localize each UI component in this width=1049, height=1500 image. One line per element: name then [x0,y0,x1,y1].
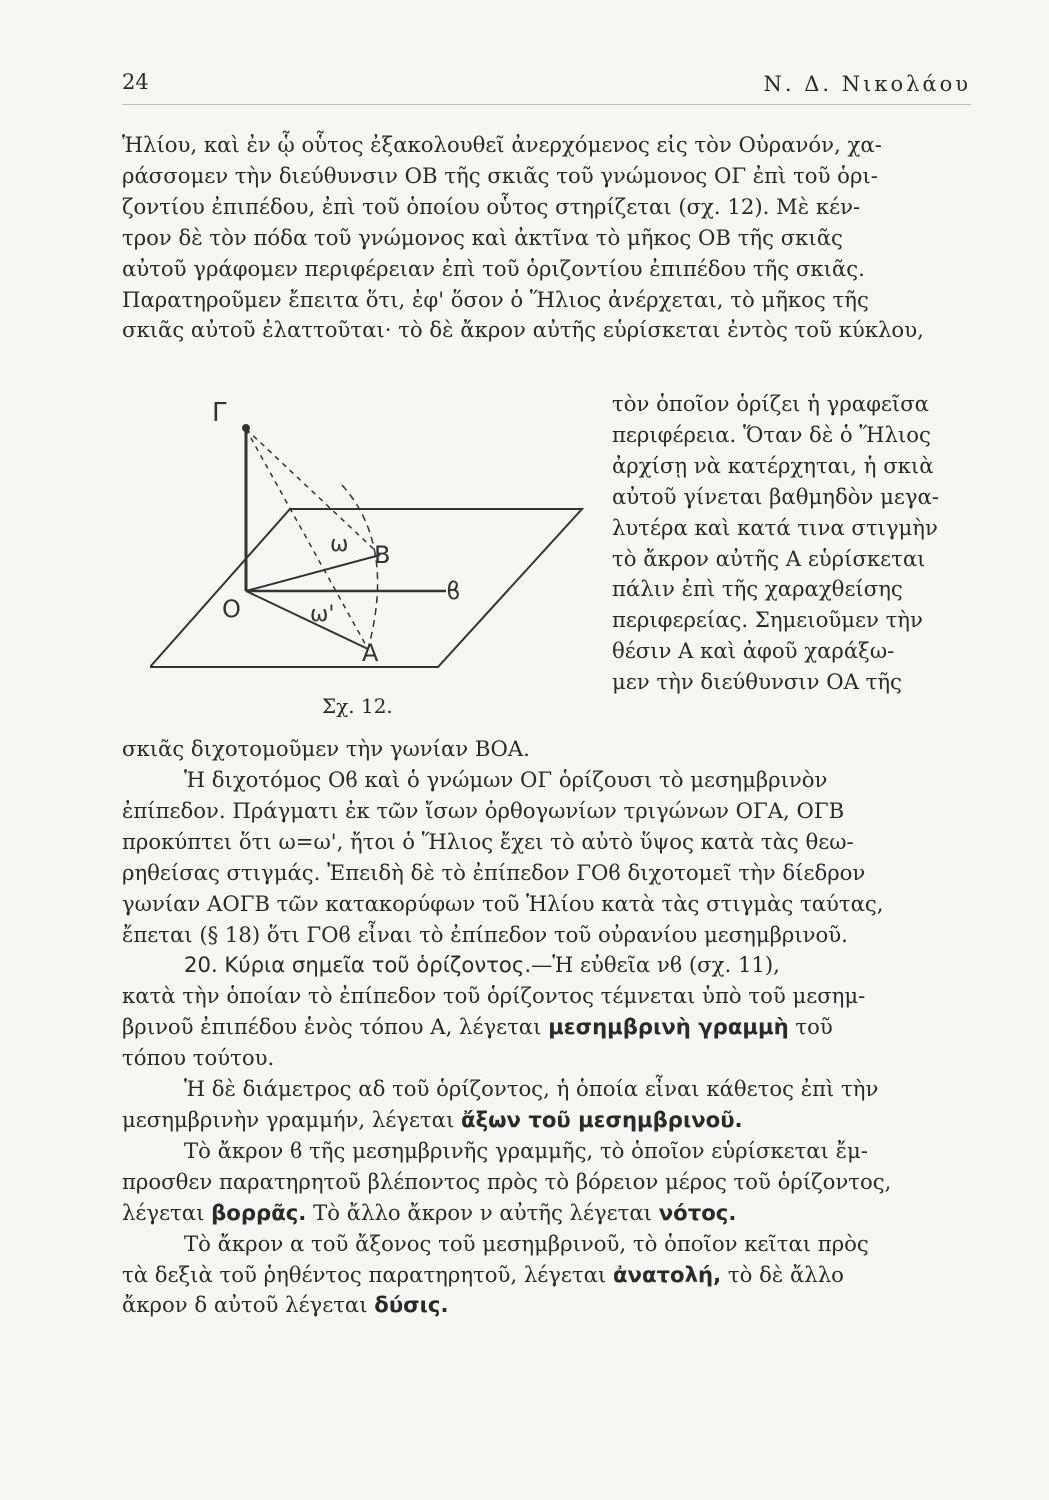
text-line: λυτέρα καὶ κατά τινα στιγμὴν [612,514,938,540]
text-line: μεν τὴν διεύθυνσιν ΟΑ τῆς [612,669,902,695]
text-line [122,1105,972,1136]
label-a: Α [362,639,379,667]
label-o: Ο [222,595,241,623]
text-line: προσθεν παρατηρητοῦ βλέποντος πρὸς τὸ βόρειον μέρος τοῦ ὁρίζοντος, [122,1168,892,1194]
text-line: αὐτοῦ γράφομεν περιφέρειαν ἐπὶ τοῦ ὁριζοντίου ἐπιπέδου τῆς σκιᾶς. [122,255,865,281]
page-number: 24 [122,70,149,94]
running-head: Ν. Δ. Νικολάου [763,72,971,96]
text-line: πάλιν ἐπὶ τῆς χαραχθείσης [612,576,903,602]
text-line: περιφέρεια. Ὅταν δὲ ὁ Ἥλιος [612,421,931,447]
text-line: Τὸ ἄκρον α τοῦ ἄξονος τοῦ μεσημβρινοῦ, τὸ ὁποῖον κεῖται πρὸς [184,1230,869,1256]
text-line: αὐτοῦ γίνεται βαθμηδὸν μεγα- [612,483,939,509]
label-omega-prime: ω' [310,602,335,627]
text-fragment: Τὸ ἄλλο ἄκρον ν αὐτῆς λέγεται [313,1199,652,1225]
text-line: Ἡλίου, καὶ ἐν ᾧ οὗτος ἐξακολουθεῖ ἀνερχόμενος εἰς τὸν Οὐρανόν, χα- [122,132,882,157]
text-fragment: τὰ δεξιὰ τοῦ ῥηθέντος παρατηρητοῦ, λέγεται [122,1261,607,1287]
paragraph-rest [122,765,972,1321]
text-line: Παρατηροῦμεν ἔπειτα ὅτι, ἐφ' ὅσον ὁ Ἥλιος ἀνέρχεται, τὸ μῆκος τῆς [122,286,869,312]
text-fragment: τὸ δὲ ἄλλο [727,1261,844,1287]
text-line: Ἡ δὲ διάμετρος αδ τοῦ ὁρίζοντος, ἡ ὁποία εἶναι κάθετος ἐπὶ τὴν [184,1076,879,1102]
text-line: τρον δὲ τὸν πόδα τοῦ γνώμονος καὶ ἀκτῖνα τὸ μῆκος ΟΒ τῆς σκιᾶς [122,224,843,250]
text-line: περιφερείας. Σημειοῦμεν τὴν [612,607,923,633]
text-line: ἐπίπεδον. Πράγματι ἐκ τῶν ἴσων ὀρθογωνίων τριγώνων ΟΓΑ, ΟΓΒ [122,797,845,823]
term-west: δύσις. [374,1292,449,1318]
text-fragment: —Ἡ εὐθεῖα νϐ (σχ. 11), [531,952,780,978]
text-line [122,1198,972,1229]
text-line: τόπου τούτου. [122,1045,275,1071]
side-column-text [612,389,972,698]
label-b: Β [374,541,391,569]
text-line: ράσσομεν τὴν διεύθυνσιν ΟΒ τῆς σκιᾶς τοῦ γνώμονος ΟΓ ἐπὶ τοῦ ὁρι- [122,162,878,188]
label-gamma: Γ [212,398,227,428]
text-line: σκιᾶς αὐτοῦ ἐλαττοῦται· τὸ δὲ ἄκρον αὐτῆς εὑρίσκεται ἐντὸς τοῦ κύκλου, [122,317,924,343]
header-rule [122,104,971,105]
term-north: βορρᾶς. [211,1199,307,1225]
text-fragment: τοῦ [795,1014,833,1040]
figure-12-diagram [150,385,600,685]
text-line: γωνίαν ΑΟΓΒ τῶν κατακορύφων τοῦ Ἡλίου κατὰ τὰς στιγμὰς ταύτας, [122,890,884,916]
text-line: Ἡ διχοτόμος Οϐ καὶ ὁ γνώμων ΟΓ ὁρίζουσι τὸ μεσημβρινὸν [184,767,828,792]
text-line [122,1260,972,1291]
text-line [122,1012,972,1043]
term-meridian-line: μεσημβρινὴ γραμμὴ [548,1014,789,1040]
label-beta: ϐ [446,577,461,605]
term-meridian-axis: ἄξων τοῦ μεσημβρινοῦ. [461,1106,743,1132]
term-east: ἀνατολή, [612,1261,722,1287]
text-fragment: μεσημβρινὴν γραμμήν, λέγεται [122,1106,455,1132]
text-line: ζοντίου ἐπιπέδου, ἐπὶ τοῦ ὁποίου οὗτος στηρίζεται (σχ. 12). Μὲ κέν- [122,193,861,219]
term-south: νότος. [658,1199,737,1225]
after-figure-line: σκιᾶς διχοτομοῦμεν τὴν γωνίαν ΒΟΑ. [122,736,530,761]
text-line: θέσιν Α καὶ ἀφοῦ χαράξω- [612,638,895,664]
text-line: ρηθείσας στιγμάς. Ἐπειδὴ δὲ τὸ ἐπίπεδον ΓΟϐ διχοτομεῖ τὴν δίεδρον [122,859,866,885]
text-line: τὸ ἄκρον αὐτῆς Α εὑρίσκεται [612,545,926,571]
text-line [122,1290,972,1321]
text-fragment: βρινοῦ ἐπιπέδου ἑνὸς τόπου Α, λέγεται [122,1014,542,1040]
text-line: τὸν ὁποῖον ὁρίζει ἡ γραφεῖσα [612,391,929,416]
shadow-oa [246,591,368,649]
text-line: προκύπτει ὅτι ω=ω', ἤτοι ὁ Ἥλιος ἔχει τὸ αὐτὸ ὕψος κατὰ τὰς θεω- [122,828,854,854]
label-omega: ω [330,532,349,557]
paragraph-1 [122,130,972,346]
text-fragment: ἄκρον δ αὐτοῦ λέγεται [122,1292,368,1318]
text-line: ἀρχίσῃ νὰ κατέρχηται, ἡ σκιὰ [612,452,934,478]
text-line: κατὰ τὴν ὁποίαν τὸ ἐπίπεδον τοῦ ὁρίζοντος τέμνεται ὑπὸ τοῦ μεσημ- [122,983,866,1009]
figure-caption: Σχ. 12. [322,694,393,718]
section-20-heading: 20. Κύρια σημεῖα τοῦ ὁρίζοντος. [184,952,532,978]
section-20-line [122,950,972,981]
shadow-ob [246,555,380,591]
text-line: Τὸ ἄκρον ϐ τῆς μεσημβρινῆς γραμμῆς, τὸ ὁποῖον εὑρίσκεται ἔμ- [184,1137,868,1163]
text-fragment: λέγεται [122,1199,205,1225]
text-line: ἔπεται (§ 18) ὅτι ΓΟϐ εἶναι τὸ ἐπίπεδον τοῦ οὐρανίου μεσημβρινοῦ. [122,921,848,947]
